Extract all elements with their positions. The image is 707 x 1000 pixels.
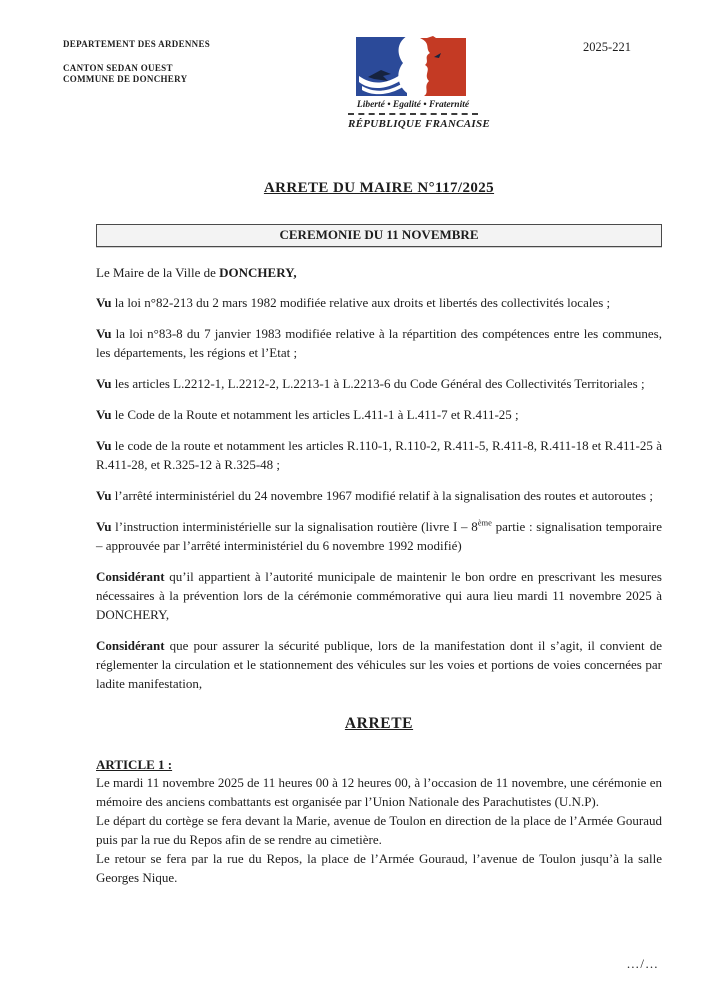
canton-label: CANTON SEDAN OUEST bbox=[63, 63, 173, 73]
subject-label: CEREMONIE DU 11 NOVEMBRE bbox=[279, 227, 479, 242]
document-title: ARRETE DU MAIRE N°117/2025 bbox=[263, 180, 495, 196]
article-paragraph: Le retour se fera par la rue du Repos, la place de l’Armée Gouraud, l’avenue de Toulon jusqu’à la salle Georges Nique. bbox=[96, 851, 662, 885]
department-label: DEPARTEMENT DES ARDENNES bbox=[63, 39, 211, 49]
logo-republic: RÉPUBLIQUE FRANCAISE bbox=[348, 118, 491, 130]
arrete-heading: ARRETE bbox=[344, 715, 414, 732]
recital-paragraph: Considérant qu’il appartient à l’autorité municipale de maintenir le bon ordre en prescrivant les mesures nécessaires à la prévention lors de la cérémonie commémorative qui aura lieu mardi 11 novembre 2025 à DONCHERY, bbox=[96, 569, 662, 622]
intro-line: Le Maire de la Ville de DONCHERY, bbox=[96, 265, 297, 280]
article-1-section bbox=[96, 757, 662, 887]
recital-paragraph: Vu l’arrêté interministériel du 24 novembre 1967 modifié relatif à la signalisation des routes et autoroutes ; bbox=[96, 488, 653, 503]
republic-logo bbox=[348, 36, 491, 130]
recital-paragraph: Vu le code de la route et notamment les articles R.110-1, R.110-2, R.411-5, R.411-8, R.411-18 et R.411-25 à R.411-28, et R.325-12 à R.325-48 ; bbox=[96, 438, 662, 472]
article-paragraph: Le départ du cortège se fera devant la Marie, avenue de Toulon en direction de la place de l’Armée Gouraud puis par la rue du Repos afin de se rendre au cimetière. bbox=[96, 813, 662, 847]
document-number: 2025-221 bbox=[583, 40, 631, 54]
issuer-block bbox=[63, 36, 293, 85]
marianne-logo-icon bbox=[354, 36, 472, 98]
recitals-section bbox=[96, 293, 662, 693]
article-1-heading: ARTICLE 1 : bbox=[96, 757, 173, 772]
recital-paragraph: Vu les articles L.2212-1, L.2212-2, L.2213-1 à L.2213-6 du Code Général des Collectivités Territoriales ; bbox=[96, 376, 645, 391]
recital-paragraph: Vu la loi n°83-8 du 7 janvier 1983 modifiée relative à la répartition des compétences entre les communes, les départements, les régions et l’Etat ; bbox=[96, 326, 662, 360]
recital-paragraph: Vu le Code de la Route et notamment les articles L.411-1 à L.411-7 et R.411-25 ; bbox=[96, 407, 519, 422]
recital-paragraph: Considérant que pour assurer la sécurité publique, lors de la manifestation dont il s’agit, il convient de réglementer la circulation et le stationnement des véhicules sur les voies et portions de voies concernées par ladite manifestation, bbox=[96, 638, 662, 691]
document-header bbox=[0, 0, 707, 130]
article-paragraph: Le mardi 11 novembre 2025 de 11 heures 00 à 12 heures 00, à l’occasion de 11 novembre, une cérémonie en mémoire des anciens combattants est organisée par l’Union Nationale des Parachutistes (U.N.P). bbox=[96, 775, 662, 809]
recital-paragraph: Vu la loi n°82-213 du 2 mars 1982 modifiée relative aux droits et libertés des collectivités locales ; bbox=[96, 295, 611, 310]
logo-separator bbox=[348, 113, 478, 115]
subject-box bbox=[96, 224, 662, 247]
continuation-mark: …/… bbox=[626, 956, 659, 971]
document-body bbox=[96, 180, 662, 887]
logo-motto: Liberté • Egalité • Fraternité bbox=[356, 100, 470, 110]
recital-paragraph: Vu l’instruction interministérielle sur la signalisation routière (livre I – 8ème partie : signalisation temporaire – approuvée par l’arrêté interministériel du 6 novembre 1992 modifié) bbox=[96, 517, 662, 553]
commune-label: COMMUNE DE DONCHERY bbox=[63, 74, 188, 84]
article-1-body bbox=[96, 773, 662, 887]
